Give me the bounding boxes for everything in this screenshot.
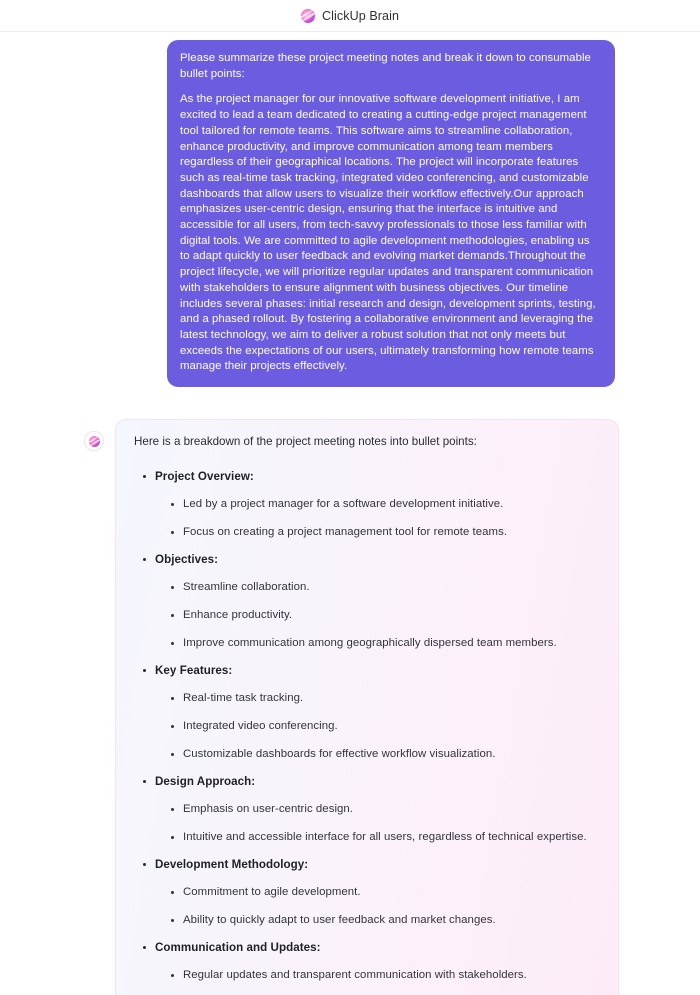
clickup-brain-icon [89,436,100,447]
assistant-intro-text: Here is a breakdown of the project meeting notes into bullet points: [134,435,477,449]
outline-section [142,663,602,762]
brand [301,9,399,23]
assistant-answer-card [115,419,619,995]
outline-sub-item: Commitment to agile development. [170,885,602,900]
assistant-message-row [0,387,700,995]
user-message-bubble[interactable] [167,40,615,387]
outline-sub-item: Customizable dashboards for effective workflow visualization. [170,747,602,762]
outline-sub-list [155,885,602,928]
outline-sub-item: Led by a project manager for a software development initiative. [170,497,602,512]
outline-sub-list [155,691,602,762]
outline-sub-item: Improve communication among geographically dispersed team members. [170,636,602,651]
outline-section [142,469,602,540]
outline-sub-list [155,968,602,983]
outline-section [142,857,602,928]
outline-sub-item: Regular updates and transparent communication with stakeholders. [170,968,602,983]
user-notes-text: As the project manager for our innovative software development initiative, I am excited to lead a team dedicated to creating a cutting-edge project management tool tailored for remote teams. This software aims to streamline collaboration, enhance productivity, and improve communication among team members regardless of their geographical locations. The project will incorporate features such as real-time task tracking, integrated video conferencing, and customizable dashboards that allow users to visualize their workflow effectively.Our approach emphasizes user-centric design, ensuring that the interface is intuitive and accessible for all users, from tech-savvy professionals to those less familiar with digital tools. We are committed to agile development methodologies, enabling us to adapt quickly to user feedback and evolving market demands.Throughout the project lifecycle, we will prioritize regular updates and transparent communication with stakeholders to ensure alignment with business objectives. Our timeline includes several phases: initial research and design, development sprints, testing, and a phased rollout. By fostering a collaborative environment and leveraging the latest technology, we aim to deliver a robust solution that not only meets but exceeds the expectations of our users, ultimately transforming how remote teams manage their projects effectively. [180,93,596,373]
outline-sub-item: Streamline collaboration. [170,580,602,595]
clickup-brain-icon [301,9,315,23]
outline-sub-item: Intuitive and accessible interface for all users, regardless of technical expertise. [170,830,602,845]
outline-section [142,940,602,983]
outline-section-title: Communication and Updates: [155,941,321,955]
outline-section-title: Key Features: [155,664,233,678]
outline-sub-item: Integrated video conferencing. [170,719,602,734]
outline-sub-list [155,580,602,651]
user-prompt-text: Please summarize these project meeting notes and break it down to consumable bullet points: [180,52,591,80]
assistant-outline-list [132,469,602,983]
brand-label: ClickUp Brain [321,8,399,23]
outline-sub-item: Ability to quickly adapt to user feedback and market changes. [170,913,602,928]
outline-section-title: Project Overview: [155,470,254,484]
outline-sub-item: Emphasis on user-centric design. [170,802,602,817]
outline-section-title: Development Methodology: [155,858,309,872]
assistant-avatar [84,431,104,451]
top-header-bar [0,0,700,32]
outline-section-title: Objectives: [155,553,219,567]
user-message-row [0,32,700,387]
outline-sub-list [155,802,602,845]
outline-section [142,774,602,845]
outline-sub-item: Focus on creating a project management tool for remote teams. [170,525,602,540]
outline-section-title: Design Approach: [155,775,256,789]
conversation [0,32,700,995]
outline-section [142,552,602,651]
outline-sub-item: Real-time task tracking. [170,691,602,706]
outline-sub-list [155,497,602,540]
outline-sub-item: Enhance productivity. [170,608,602,623]
